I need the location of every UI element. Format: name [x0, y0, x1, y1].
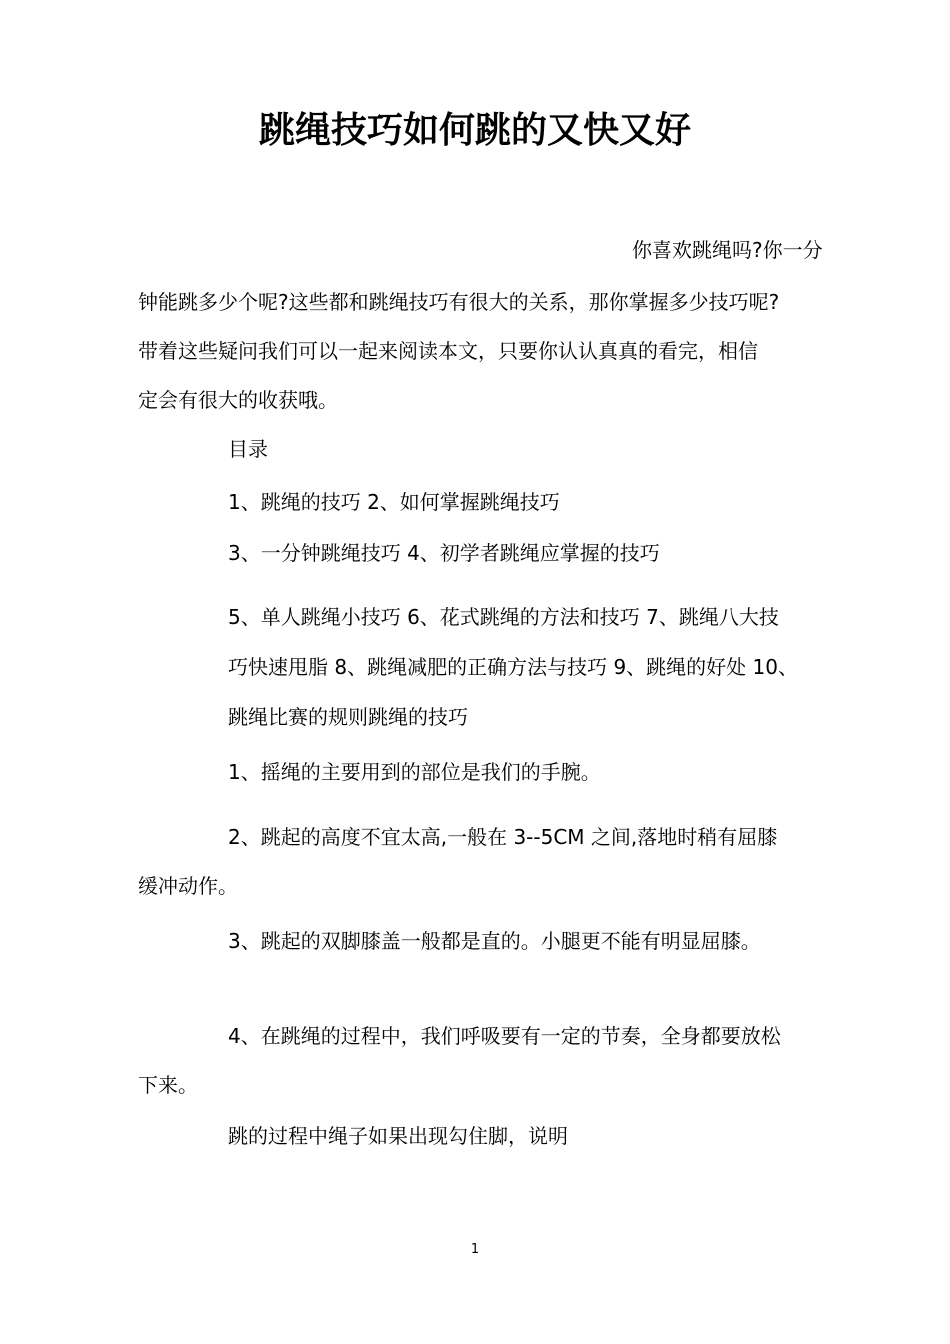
toc-line-2: 3、一分钟跳绳技巧 4、初学者跳绳应掌握的技巧 [228, 541, 660, 565]
intro-line-4: 定会有很大的收获哦。 [138, 388, 338, 412]
intro-line-2: 钟能跳多少个呢?这些都和跳绳技巧有很大的关系，那你掌握多少技巧呢? [138, 290, 780, 314]
paragraph-5: 跳的过程中绳子如果出现勾住脚，说明 [228, 1124, 568, 1148]
page-number: 1 [470, 1242, 480, 1257]
paragraph-4-line-2: 下来。 [138, 1073, 198, 1097]
toc-line-3: 5、单人跳绳小技巧 6、花式跳绳的方法和技巧 7、跳绳八大技 [228, 605, 779, 629]
intro-line-1: 你喜欢跳绳吗?你一分 [632, 238, 823, 262]
paragraph-2-line-1: 2、跳起的高度不宜太高,一般在 3--5CM 之间,落地时稍有屈膝 [228, 825, 778, 849]
paragraph-4-line-1: 4、在跳绳的过程中，我们呼吸要有一定的节奏，全身都要放松 [228, 1024, 781, 1048]
paragraph-2-line-2: 缓冲动作。 [138, 874, 238, 898]
toc-line-5: 跳绳比赛的规则跳绳的技巧 [228, 705, 468, 729]
paragraph-1: 1、摇绳的主要用到的部位是我们的手腕。 [228, 760, 601, 784]
toc-line-4: 巧快速甩脂 8、跳绳减肥的正确方法与技巧 9、跳绳的好处 10、 [228, 655, 798, 679]
intro-line-3: 带着这些疑问我们可以一起来阅读本文，只要你认认真真的看完，相信 [138, 339, 758, 363]
document-title: 跳绳技巧如何跳的又快又好 [258, 110, 691, 151]
paragraph-3: 3、跳起的双脚膝盖一般都是直的。小腿更不能有明显屈膝。 [228, 929, 761, 953]
toc-line-1: 1、跳绳的技巧 2、如何掌握跳绳技巧 [228, 490, 560, 514]
toc-heading: 目录 [228, 437, 268, 461]
